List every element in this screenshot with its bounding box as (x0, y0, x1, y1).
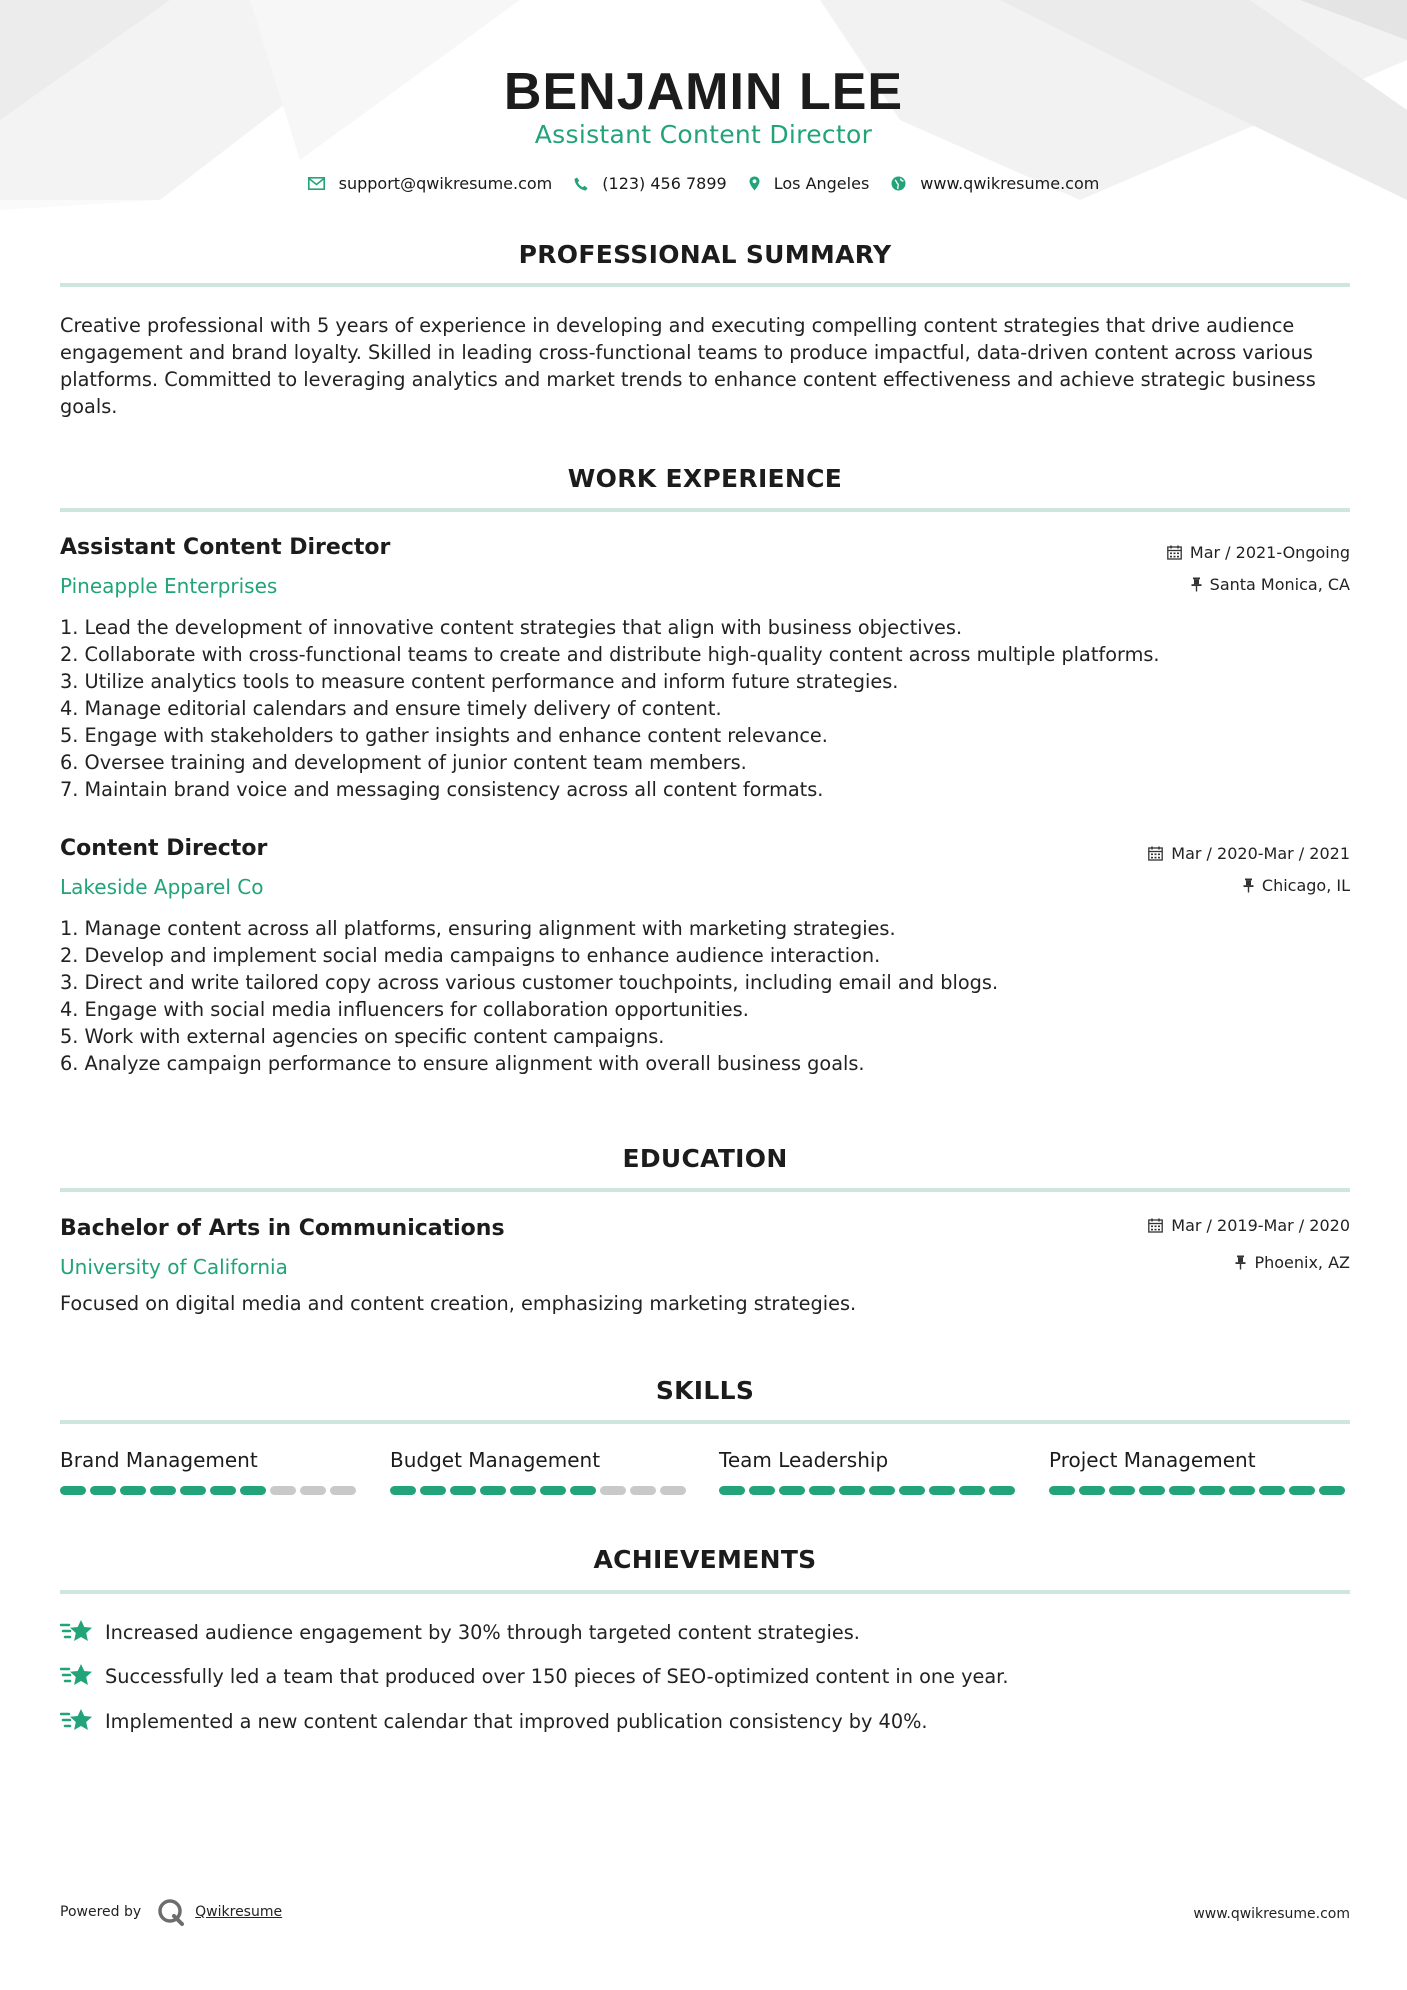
skill-label: Brand Management (60, 1448, 258, 1472)
skill-rating-bar (1049, 1486, 1349, 1495)
skill-segment-filled (959, 1486, 985, 1495)
skill-segment-filled (60, 1486, 86, 1495)
skill-segment-filled (240, 1486, 266, 1495)
skill-project-management (1049, 1448, 1349, 1495)
contact-phone[interactable] (574, 174, 726, 193)
qwikresume-logo-icon (157, 1898, 185, 1926)
footer-website[interactable]: www.qwikresume.com (1193, 1906, 1350, 1922)
footer-powered-by (60, 1898, 282, 1926)
pushpin-icon (1235, 1255, 1246, 1270)
list-item: 5. Work with external agencies on specific content campaigns. (60, 1025, 665, 1048)
skill-rating-bar (60, 1486, 360, 1495)
list-item: 3. Direct and write tailored copy across various customer touchpoints, including email and blogs. (60, 971, 999, 994)
job-1-title: Assistant Content Director (60, 535, 391, 560)
skills-heading: SKILLS (655, 1376, 755, 1405)
list-item: 4. Manage editorial calendars and ensure timely delivery of content. (60, 697, 722, 720)
skill-segment-empty (600, 1486, 626, 1495)
skill-segment-empty (300, 1486, 326, 1495)
education-location-text: Phoenix, AZ (1254, 1253, 1350, 1272)
skill-label: Team Leadership (719, 1448, 889, 1472)
skill-segment-filled (1229, 1486, 1255, 1495)
achievement-item (60, 1663, 1008, 1689)
skill-segment-filled (1049, 1486, 1075, 1495)
skill-brand-management (60, 1448, 360, 1495)
education-description: Focused on digital media and content creation, emphasizing marketing strategies. (60, 1292, 857, 1315)
calendar-icon (1148, 846, 1163, 861)
summary-divider (60, 283, 1350, 287)
website-text: www.qwikresume.com (920, 174, 1100, 193)
contact-website[interactable] (891, 174, 1099, 193)
skill-segment-filled (570, 1486, 596, 1495)
job-1-responsibilities (60, 614, 1360, 803)
skill-segment-filled (1289, 1486, 1315, 1495)
skill-segment-filled (450, 1486, 476, 1495)
skill-rating-bar (390, 1486, 690, 1495)
calendar-icon (1148, 1218, 1163, 1233)
education-divider (60, 1188, 1350, 1192)
skill-segment-filled (90, 1486, 116, 1495)
experience-heading: WORK EXPERIENCE (567, 464, 843, 493)
skill-segment-filled (540, 1486, 566, 1495)
pushpin-icon (1243, 878, 1254, 893)
skill-segment-filled (1109, 1486, 1135, 1495)
experience-divider (60, 508, 1350, 512)
education-heading: EDUCATION (622, 1144, 788, 1173)
education-location (1235, 1253, 1350, 1272)
skill-segment-filled (869, 1486, 895, 1495)
skill-segment-filled (1259, 1486, 1285, 1495)
envelope-icon (308, 177, 325, 190)
contact-email[interactable] (308, 174, 553, 193)
list-item: 2. Develop and implement social media campaigns to enhance audience interaction. (60, 944, 881, 967)
skill-segment-filled (719, 1486, 745, 1495)
email-text: support@qwikresume.com (338, 174, 553, 193)
list-item: 4. Engage with social media influencers for collaboration opportunities. (60, 998, 749, 1021)
degree-title: Bachelor of Arts in Communications (60, 1216, 505, 1241)
skill-segment-filled (510, 1486, 536, 1495)
list-item: 5. Engage with stakeholders to gather insights and enhance content relevance. (60, 724, 828, 747)
skill-segment-filled (839, 1486, 865, 1495)
skill-segment-filled (779, 1486, 805, 1495)
education-dates-text: Mar / 2019-Mar / 2020 (1171, 1216, 1350, 1235)
skill-budget-management (390, 1448, 690, 1495)
skill-segment-filled (120, 1486, 146, 1495)
job-1-location-text: Santa Monica, CA (1209, 575, 1350, 594)
skill-segment-filled (180, 1486, 206, 1495)
job-1-company: Pineapple Enterprises (60, 574, 278, 598)
achievement-item (60, 1708, 928, 1734)
skill-segment-empty (270, 1486, 296, 1495)
job-2-location (1243, 876, 1350, 895)
star-icon (60, 1708, 93, 1734)
powered-by-label: Powered by (60, 1904, 142, 1920)
qwikresume-link[interactable]: Qwikresume (195, 1904, 283, 1920)
job-2-dates (1148, 844, 1350, 863)
skill-segment-filled (1169, 1486, 1195, 1495)
skills-divider (60, 1420, 1350, 1424)
achievement-text: Implemented a new content calendar that improved publication consistency by 40%. (105, 1709, 928, 1733)
achievement-item (60, 1619, 860, 1645)
job-2-title: Content Director (60, 836, 268, 861)
achievements-divider (60, 1590, 1350, 1594)
phone-text: (123) 456 7899 (602, 174, 727, 193)
job-1-dates-text: Mar / 2021-Ongoing (1189, 543, 1350, 562)
candidate-role: Assistant Content Director (534, 120, 873, 149)
education-dates (1148, 1216, 1350, 1235)
location-text: Los Angeles (773, 174, 870, 193)
skill-segment-empty (660, 1486, 686, 1495)
skill-segment-filled (1199, 1486, 1225, 1495)
job-1-dates (1167, 543, 1350, 562)
contact-bar (0, 174, 1407, 193)
skill-segment-filled (929, 1486, 955, 1495)
skill-segment-filled (809, 1486, 835, 1495)
summary-text: Creative professional with 5 years of experience in developing and executing compelling content strategies that drive audience engagement and brand loyalty. Skilled in leading cross-functional teams to produce impactful, data-driven content across various platforms. Committed to leveraging analytics and market trends to enhance content effectiveness and achieve strategic business goals. (60, 314, 1316, 418)
summary-heading: PROFESSIONAL SUMMARY (518, 240, 892, 269)
candidate-name: BENJAMIN LEE (503, 63, 904, 121)
skill-segment-filled (899, 1486, 925, 1495)
skill-segment-filled (150, 1486, 176, 1495)
job-1-location (1191, 575, 1350, 594)
globe-icon (891, 176, 906, 191)
map-pin-icon (749, 176, 760, 191)
skill-label: Project Management (1049, 1448, 1256, 1472)
skill-segment-filled (1139, 1486, 1165, 1495)
contact-location (749, 174, 870, 193)
skill-segment-filled (390, 1486, 416, 1495)
skill-segment-filled (989, 1486, 1015, 1495)
skill-segment-empty (630, 1486, 656, 1495)
job-2-company: Lakeside Apparel Co (60, 875, 264, 899)
achievement-text: Increased audience engagement by 30% through targeted content strategies. (105, 1620, 860, 1644)
skill-segment-empty (330, 1486, 356, 1495)
list-item: 3. Utilize analytics tools to measure content performance and inform future strategies. (60, 670, 899, 693)
skill-segment-filled (749, 1486, 775, 1495)
skill-rating-bar (719, 1486, 1019, 1495)
list-item: 6. Oversee training and development of junior content team members. (60, 751, 747, 774)
list-item: 2. Collaborate with cross-functional teams to create and distribute high-quality content across multiple platforms. (60, 643, 1160, 666)
skill-segment-filled (1079, 1486, 1105, 1495)
skill-team-leadership (719, 1448, 1019, 1495)
star-icon (60, 1663, 93, 1689)
job-2-dates-text: Mar / 2020-Mar / 2021 (1171, 844, 1350, 863)
skill-segment-filled (480, 1486, 506, 1495)
skill-segment-filled (210, 1486, 236, 1495)
pushpin-icon (1191, 577, 1202, 592)
job-2-responsibilities (60, 915, 1360, 1077)
calendar-icon (1167, 545, 1182, 560)
skill-segment-filled (420, 1486, 446, 1495)
skill-label: Budget Management (390, 1448, 601, 1472)
list-item: 7. Maintain brand voice and messaging consistency across all content formats. (60, 778, 824, 801)
list-item: 1. Manage content across all platforms, ensuring alignment with marketing strategies. (60, 917, 896, 940)
list-item: 1. Lead the development of innovative content strategies that align with business objectives. (60, 616, 963, 639)
skill-segment-filled (1319, 1486, 1345, 1495)
list-item: 6. Analyze campaign performance to ensure alignment with overall business goals. (60, 1052, 865, 1075)
achievements-heading: ACHIEVEMENTS (593, 1545, 817, 1574)
school-name: University of California (60, 1255, 288, 1279)
phone-icon (574, 177, 588, 191)
star-icon (60, 1619, 93, 1645)
job-2-location-text: Chicago, IL (1261, 876, 1350, 895)
achievement-text: Successfully led a team that produced over 150 pieces of SEO-optimized content in one year. (105, 1664, 1009, 1688)
